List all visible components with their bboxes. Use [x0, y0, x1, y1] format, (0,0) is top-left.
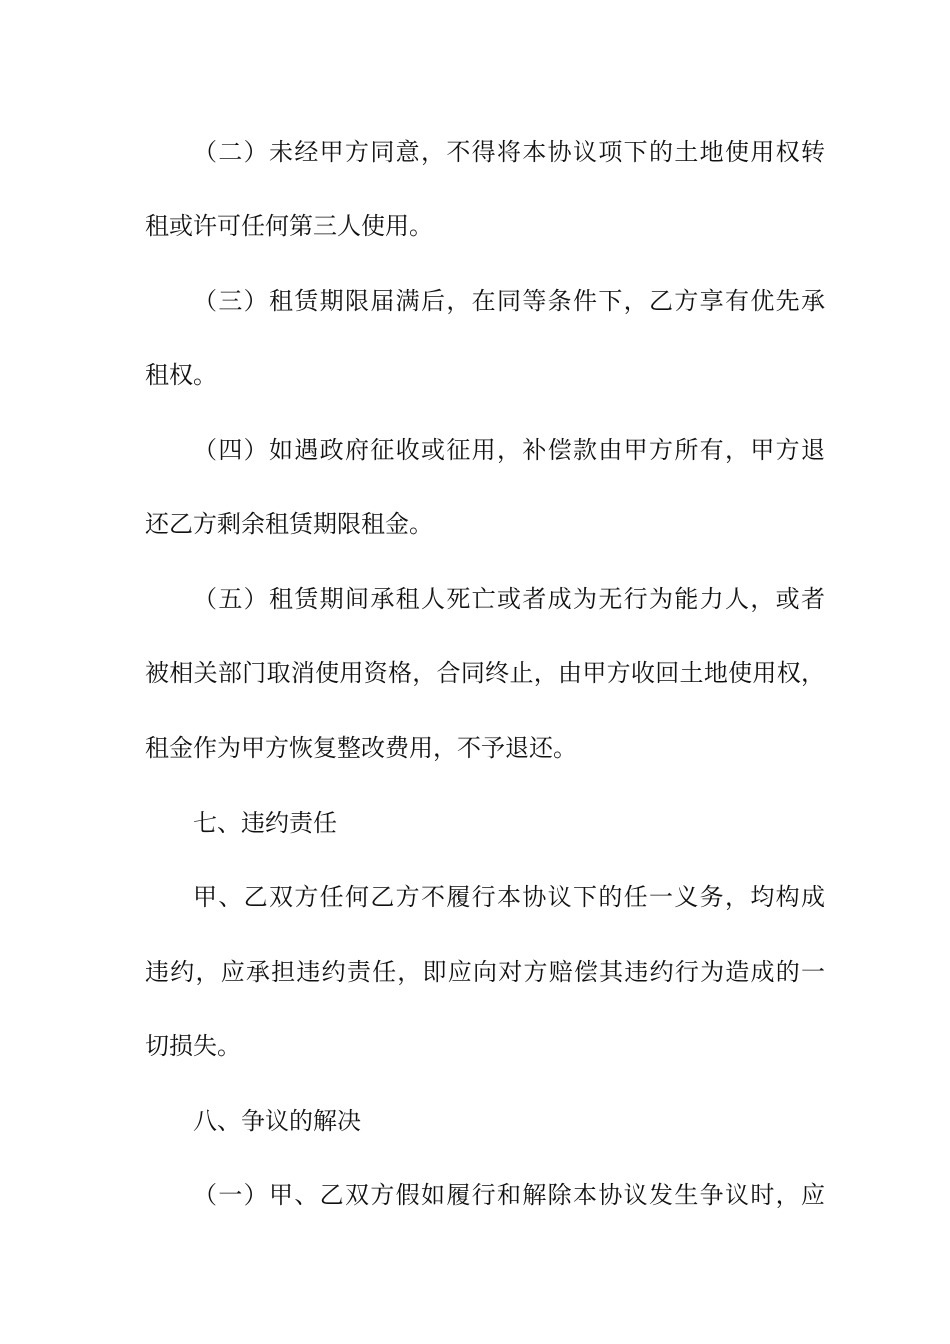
paragraph-line: 还乙方剩余租赁期限租金。 [145, 510, 433, 538]
paragraph-line: （一）甲、乙双方假如履行和解除本协议发生争议时，应 [193, 1181, 825, 1209]
paragraph-line: （五）租赁期间承租人死亡或者成为无行为能力人，或者 [193, 585, 825, 613]
paragraph-line: （四）如遇政府征收或征用，补偿款由甲方所有，甲方退 [193, 436, 825, 464]
section-heading: 八、争议的解决 [193, 1107, 361, 1135]
section-heading: 七、违约责任 [193, 809, 337, 837]
paragraph-line: 违约，应承担违约责任，即应向对方赔偿其违约行为造成的一 [145, 958, 825, 986]
paragraph-line: 租权。 [145, 361, 217, 389]
paragraph-line: 租或许可任何第三人使用。 [145, 212, 433, 240]
paragraph-line: 切损失。 [145, 1032, 241, 1060]
paragraph-line: 被相关部门取消使用资格，合同终止，由甲方收回土地使用权， [145, 659, 825, 687]
paragraph-line: （二）未经甲方同意，不得将本协议项下的土地使用权转 [193, 138, 825, 166]
paragraph-line: （三）租赁期限届满后，在同等条件下，乙方享有优先承 [193, 287, 825, 315]
paragraph-line: 甲、乙双方任何乙方不履行本协议下的任一义务，均构成 [193, 883, 825, 911]
paragraph-line: 租金作为甲方恢复整改费用，不予退还。 [145, 734, 577, 762]
